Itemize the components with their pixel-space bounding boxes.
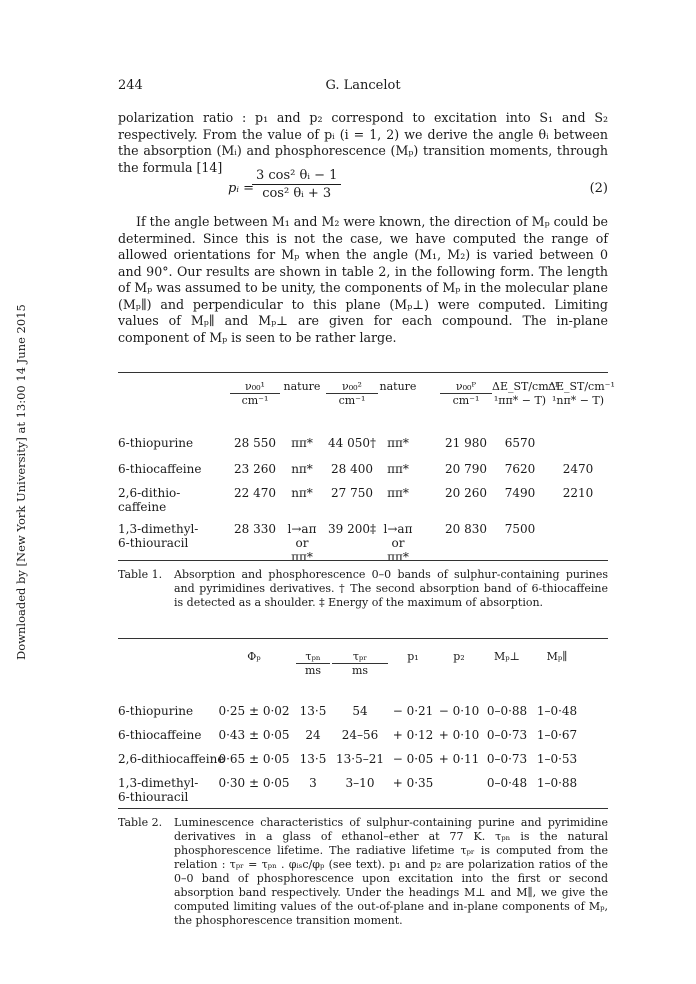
table2-row-name: 6-thiocaffeine [118, 728, 202, 742]
table2-cell: − 0·05 [392, 752, 434, 766]
table2-caption [118, 816, 608, 928]
table1-header-4: ν₀₀ᴾ [440, 380, 492, 394]
table2-cell: 3–10 [345, 776, 375, 790]
table2-cell: 54 [352, 704, 368, 718]
table1-header-0: ν₀₀¹ [230, 380, 280, 394]
table1-cell: 7490 [504, 486, 536, 500]
table2-cell: 1–0·48 [536, 704, 578, 718]
table1-cell: nπ* [291, 486, 313, 500]
table2-cell: 1–0·53 [536, 752, 578, 766]
equation-denominator: cos² θᵢ + 3 [262, 186, 332, 201]
table1-header-unit-2: cm⁻¹ [338, 394, 366, 407]
table2-cell: 3 [309, 776, 317, 790]
table1-header-2: ν₀₀² [326, 380, 378, 394]
equation-fraction [252, 168, 341, 201]
table1-cell: 2470 [562, 462, 594, 476]
table1-cell: 2210 [562, 486, 594, 500]
table2-cell: 1–0·88 [536, 776, 578, 790]
table1-caption-label: Table 1. [118, 568, 163, 581]
table2-header-4: p₂ [453, 650, 465, 663]
table2-caption-text: Luminescence characteristics of sulphur-containing purine and pyrimidine derivatives in a glass of ethanol–ether at 77 K. τₚₙ is the natural phosphorescence lifetime. The radiative lifetime τₚᵣ is computed from the relation : τₚᵣ = τₚₙ . φᵢₛc/φₚ (see text). p₁ and p₂ are polarization ratios of the 0–0 band of phosphorescence upon excitation into the first or second absorption band respectively. Under the headings M⊥ and M∥, we give the computed limiting values of the out-of-plane and in-plane components of Mₚ, the phosphorescence transition moment. [174, 816, 608, 927]
table1-row-name: 1,3-dimethyl- [118, 522, 199, 536]
table2-cell: 0–0·73 [486, 752, 528, 766]
equation-2 [118, 166, 608, 212]
table2-cell: 13·5 [299, 752, 327, 766]
table2-bottom-rule [118, 808, 608, 809]
table1-row-name: 6-thiocaffeine [118, 462, 202, 476]
table1-header-3: nature [379, 380, 417, 393]
table2-cell: + 0·35 [392, 776, 434, 790]
equation-number: (2) [589, 181, 608, 196]
table2-cell: + 0·11 [438, 752, 480, 766]
table1-cell: ππ* [291, 550, 313, 564]
table2-row-name: 6-thiopurine [118, 704, 194, 718]
table2-cell: 1–0·67 [536, 728, 578, 742]
table1-header-unit-6: ¹nπ* − T) [551, 394, 605, 407]
table2-header-3: p₁ [407, 650, 419, 663]
equation-lhs: pᵢ = [228, 181, 254, 196]
table1-header-unit-4: cm⁻¹ [452, 394, 480, 407]
table1-header-unit-0: cm⁻¹ [241, 394, 269, 407]
table1-cell: nπ* [291, 462, 313, 476]
table1-header-5: ΔE_ST/cm⁻¹ [492, 380, 559, 393]
table2-header-5: Mₚ⊥ [493, 650, 520, 663]
table2-cell: 24–56 [341, 728, 379, 742]
table1-cell: l→aπ [287, 522, 317, 536]
table2-row-name: 1,3-dimethyl- [118, 776, 199, 790]
table2-cell: − 0·10 [438, 704, 480, 718]
table2-header-0: Φₚ [247, 650, 261, 663]
table1-row-name: 6-thiouracil [118, 536, 189, 550]
table1-caption-text: Absorption and phosphorescence 0–0 bands of sulphur-containing purines and pyrimidines derivatives. † The second absorption band of 6-thiocaffeine is detected as a shoulder. ‡ Energy of the maximum of absorption. [174, 568, 608, 609]
table2-cell: − 0·21 [392, 704, 434, 718]
table2-cell: 0·25 ± 0·02 [218, 704, 290, 718]
table2-cell: + 0·12 [392, 728, 434, 742]
table2-row-name: 2,6-dithiocaffeine [118, 752, 225, 766]
table2-header-6: Mₚ∥ [546, 650, 568, 663]
table1-cell: 21 980 [445, 436, 487, 450]
table2-top-rule [118, 638, 608, 639]
table1-row-name: 2,6-dithio- [118, 486, 181, 500]
table1-cell: ππ* [387, 462, 409, 476]
table1-cell: 27 750 [331, 486, 373, 500]
table1-cell: l→aπ [383, 522, 413, 536]
table1-cell: ππ* [387, 436, 409, 450]
equation-numerator: 3 cos² θᵢ − 1 [252, 168, 341, 185]
table2-cell: 0·43 ± 0·05 [218, 728, 290, 742]
download-note: Downloaded by [New York University] at 13:00 14 June 2015 [14, 304, 28, 660]
table1-cell: ππ* [387, 550, 409, 564]
table1-bottom-rule [118, 560, 608, 561]
table1-caption [118, 568, 608, 610]
table2-header-unit-1: ms [304, 664, 322, 677]
table2-cell: 13·5 [299, 704, 327, 718]
table2-cell: 13·5–21 [336, 752, 384, 766]
table2-caption-label: Table 2. [118, 816, 163, 829]
table1-cell: 20 830 [445, 522, 487, 536]
table2-header-1: τₚₙ [296, 650, 330, 664]
table1-cell: 20 790 [445, 462, 487, 476]
table2-cell: 0·65 ± 0·05 [218, 752, 290, 766]
table1-row-name: 6-thiopurine [118, 436, 194, 450]
table2-cell: + 0·10 [438, 728, 480, 742]
paragraph-1: polarization ratio : p₁ and p₂ correspond to excitation into S₁ and S₂ respectively. From the value of pᵢ (i = 1, 2) we derive the angle θᵢ between the absorption (Mᵢ) and phosphorescence (Mₚ) transition moments, through the formula [14] [118, 110, 608, 175]
table1-header-6: ΔE_ST/cm⁻¹ [548, 380, 615, 393]
table1-cell: 28 400 [331, 462, 373, 476]
paragraph-2: If the angle between M₁ and M₂ were known, the direction of Mₚ could be determined. Since this is not the case, we have computed the range of allowed orientations for Mₚ when the angle (M₁, M₂) is varied between 0 and 90°. Our results are shown in table 2, in the following form. The length of Mₚ was assumed to be unity, the components of Mₚ in the molecular plane (Mₚ∥) and perpendicular to this plane (Mₚ⊥) were computed. Limiting values of Mₚ∥ and Mₚ⊥ are given for each compound. The in-plane component of Mₚ is seen to be rather large. [118, 214, 608, 345]
table1-header-unit-5: ¹ππ* − T) [493, 394, 547, 407]
table1-cell: 28 550 [234, 436, 276, 450]
table1-cell: 39 200‡ [328, 522, 376, 536]
table1-cell: or [391, 536, 405, 550]
table1-cell: ππ* [291, 436, 313, 450]
table2-cell: 0–0·88 [486, 704, 528, 718]
table2-header-2: τₚᵣ [332, 650, 388, 664]
table2-header-unit-2: ms [351, 664, 369, 677]
table1-cell: 22 470 [234, 486, 276, 500]
table1-header-1: nature [283, 380, 321, 393]
table1-cell: 20 260 [445, 486, 487, 500]
table1-row-name: caffeine [118, 500, 167, 514]
table2-cell: 0–0·73 [486, 728, 528, 742]
table1-cell: 7620 [504, 462, 536, 476]
table1-cell: or [295, 536, 309, 550]
table2-cell: 24 [305, 728, 321, 742]
table1-cell: ππ* [387, 486, 409, 500]
running-head: G. Lancelot [325, 78, 401, 93]
page-number: 244 [118, 78, 143, 93]
table1-cell: 7500 [504, 522, 536, 536]
table1-cell: 28 330 [234, 522, 276, 536]
table1-cell: 6570 [504, 436, 536, 450]
table2-row-name: 6-thiouracil [118, 790, 189, 804]
download-watermark [14, 304, 30, 660]
table2-cell: 0–0·48 [486, 776, 528, 790]
table1-cell: 44 050† [328, 436, 376, 450]
table1-cell: 23 260 [234, 462, 276, 476]
table2-cell: 0·30 ± 0·05 [218, 776, 290, 790]
table1-top-rule [118, 372, 608, 373]
